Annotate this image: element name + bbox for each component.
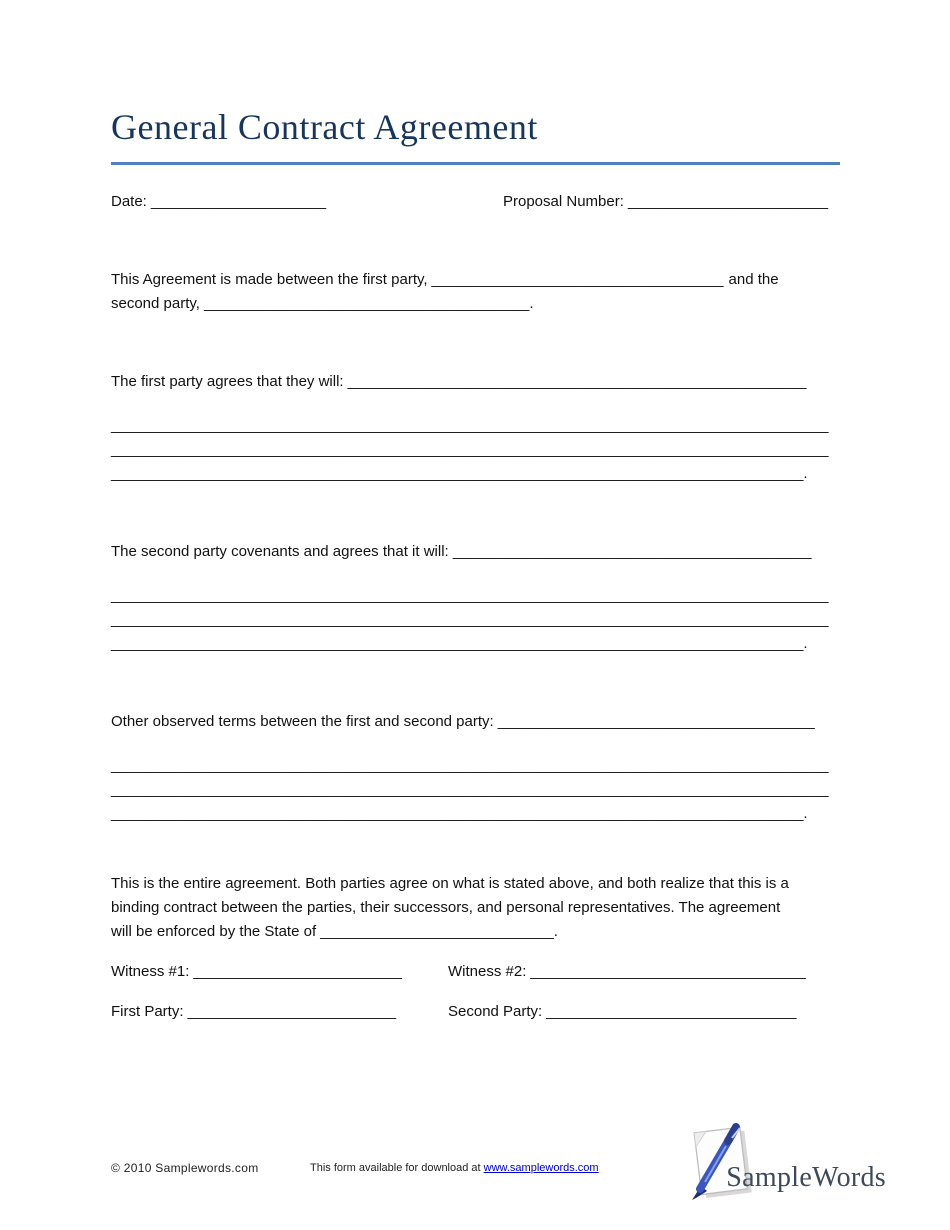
intro-line-1 [111, 268, 840, 292]
second-party-name-blank[interactable]: _______________________________________ [203, 295, 530, 312]
second-party-terms-lines [111, 584, 840, 656]
download-note-text: This form available for download at [310, 1162, 481, 1174]
logo-text: SampleWords [726, 1162, 886, 1193]
date-proposal-row [111, 190, 840, 214]
witness1-blank[interactable]: _________________________ [193, 963, 402, 980]
date-blank[interactable]: _____________________ [150, 193, 327, 210]
first-party-field [111, 1000, 448, 1024]
first-party-terms-label: The first party agrees that they will: [111, 373, 344, 390]
intro-line-1-after: and the [728, 271, 779, 288]
entire-agreement-paragraph [111, 872, 840, 944]
first-party-terms-lines [111, 414, 840, 486]
date-label: Date: [111, 193, 147, 210]
copyright-text: © 2010 Samplewords.com [111, 1161, 259, 1175]
page-footer [0, 1118, 950, 1218]
other-terms-lines [111, 754, 840, 826]
second-party-field [448, 1000, 797, 1024]
party-signature-row [111, 1000, 840, 1024]
closing-line-3-period: . [553, 923, 558, 940]
other-terms-lead [111, 710, 840, 734]
witness1-field [111, 960, 448, 984]
other-terms-label: Other observed terms between the first and second party: [111, 713, 494, 730]
write-in-line[interactable] [111, 632, 840, 656]
witness1-label: Witness #1: [111, 963, 190, 980]
witness2-blank[interactable]: _________________________________ [530, 963, 806, 980]
second-party-terms-lead [111, 540, 840, 564]
line-period: . [803, 805, 808, 822]
second-party-label: Second Party: [448, 1003, 543, 1020]
write-in-line[interactable]: ______________________________________________________________________________________ [111, 417, 829, 434]
write-in-line[interactable]: ______________________________________________________________________________________ [111, 441, 829, 458]
second-party-terms-blank[interactable]: ___________________________________________ [452, 543, 812, 560]
write-in-line[interactable] [111, 462, 840, 486]
intro-line-2-period: . [529, 295, 534, 312]
witness-row [111, 960, 840, 984]
first-party-terms-lead [111, 370, 840, 394]
date-field [111, 190, 503, 214]
write-in-line-blank[interactable]: ___________________________________________________________________________________ [111, 465, 804, 482]
first-party-name-blank[interactable]: ___________________________________ [431, 271, 724, 288]
write-in-line[interactable]: ______________________________________________________________________________________ [111, 757, 829, 774]
first-party-terms-blank[interactable]: _______________________________________________________ [347, 373, 807, 390]
download-link[interactable]: www.samplewords.com [483, 1162, 599, 1174]
first-party-label: First Party: [111, 1003, 184, 1020]
intro-line-2-text: second party, [111, 295, 200, 312]
write-in-line[interactable]: ______________________________________________________________________________________ [111, 611, 829, 628]
closing-line-2: binding contract between the parties, their successors, and personal representatives. The agreement [111, 899, 781, 916]
proposal-number-label: Proposal Number: [503, 193, 624, 210]
write-in-line-blank[interactable]: ___________________________________________________________________________________ [111, 805, 804, 822]
intro-line-2 [111, 292, 840, 316]
write-in-line[interactable]: ______________________________________________________________________________________ [111, 587, 829, 604]
proposal-number-blank[interactable]: ________________________ [627, 193, 829, 210]
intro-paragraph [111, 268, 840, 316]
state-blank[interactable]: ____________________________ [320, 923, 554, 940]
intro-line-1-text: This Agreement is made between the first party, [111, 271, 428, 288]
witness2-field [448, 960, 806, 984]
first-party-blank[interactable]: _________________________ [187, 1003, 397, 1020]
document-content [111, 104, 840, 1024]
write-in-line[interactable]: ______________________________________________________________________________________ [111, 781, 829, 798]
samplewords-logo [688, 1118, 886, 1202]
closing-line-3-text: will be enforced by the State of [111, 923, 317, 940]
line-period: . [803, 465, 808, 482]
other-terms-blank[interactable]: ______________________________________ [497, 713, 815, 730]
proposal-number-field [503, 190, 828, 214]
second-party-terms-label: The second party covenants and agrees that it will: [111, 543, 449, 560]
closing-line-1: This is the entire agreement. Both parties agree on what is stated above, and both realize that this is a [111, 875, 789, 892]
write-in-line[interactable] [111, 802, 840, 826]
page-title: General Contract Agreement [111, 104, 840, 165]
witness2-label: Witness #2: [448, 963, 527, 980]
write-in-line-blank[interactable]: ___________________________________________________________________________________ [111, 635, 804, 652]
second-party-blank[interactable]: ______________________________ [546, 1003, 797, 1020]
line-period: . [803, 635, 808, 652]
closing-line-3 [111, 920, 840, 944]
download-note [310, 1162, 599, 1174]
